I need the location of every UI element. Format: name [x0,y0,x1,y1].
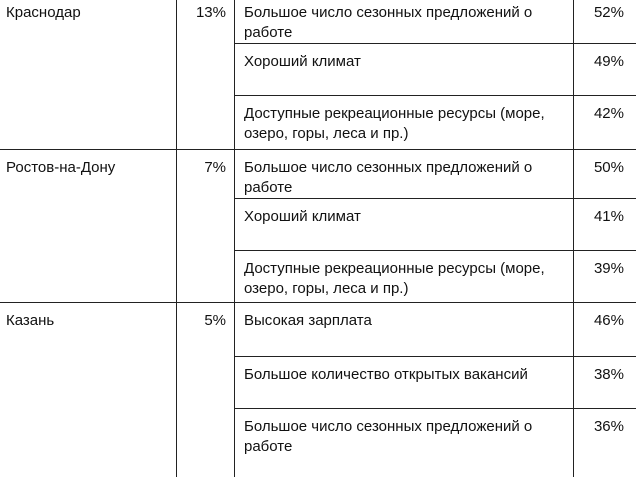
table-row [0,0,636,44]
reason-cell: Доступные рекреационные ресурсы (море, озеро, горы, леса и пр.) [235,251,574,303]
reason-percent-cell: 52% [574,0,636,44]
city-cell: Казань [0,303,177,478]
reason-cell: Высокая зарплата [235,303,574,357]
table-row [0,150,636,199]
reason-cell: Хороший климат [235,44,574,96]
reason-cell: Доступные рекреационные ресурсы (море, озеро, горы, леса и пр.) [235,96,574,150]
reason-percent-cell: 36% [574,409,636,478]
city-share-cell: 5% [177,303,235,478]
reason-cell: Большое количество открытых вакансий [235,357,574,409]
table-row [0,303,636,357]
reason-percent-cell: 39% [574,251,636,303]
reason-percent-cell: 49% [574,44,636,96]
reason-cell: Большое число сезонных предложений о работе [235,0,574,44]
reason-percent-cell: 42% [574,96,636,150]
city-cell: Краснодар [0,0,177,150]
reason-cell: Большое число сезонных предложений о работе [235,409,574,478]
city-cell: Ростов-на-Дону [0,150,177,303]
city-share-cell: 13% [177,0,235,150]
reason-cell: Хороший климат [235,199,574,251]
reason-percent-cell: 41% [574,199,636,251]
city-share-cell: 7% [177,150,235,303]
reason-cell: Большое число сезонных предложений о работе [235,150,574,199]
reason-percent-cell: 50% [574,150,636,199]
reason-percent-cell: 46% [574,303,636,357]
reason-percent-cell: 38% [574,357,636,409]
